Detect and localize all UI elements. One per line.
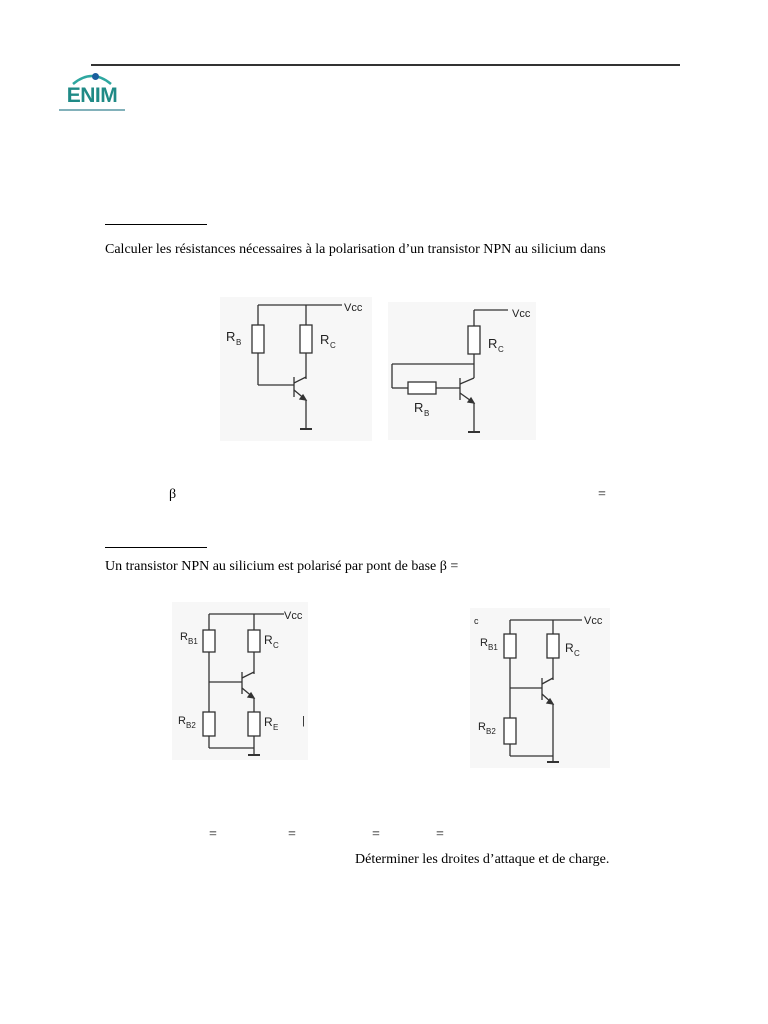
circuit-divider-emitter [172, 602, 308, 760]
rb1-label: R [480, 637, 488, 649]
beta-symbol: β [169, 487, 177, 502]
logo-dot-icon [92, 73, 99, 80]
re-label: R [264, 715, 273, 729]
rb1-label: R [180, 631, 188, 643]
logo-tagline-bar [59, 109, 125, 111]
rb2-sub-label: B2 [486, 727, 496, 736]
rb-label: R [226, 329, 236, 344]
rb1-sub-label: B1 [188, 637, 198, 646]
rc-sub-label: C [574, 649, 580, 658]
rc-label: R [264, 633, 273, 647]
circuit-fixed-bias [220, 297, 372, 441]
exercise2-text: Un transistor NPN au silicium est polarisé par pont de base β = [105, 559, 459, 574]
rc-sub-label: C [498, 345, 504, 354]
circuit-collector-feedback [388, 302, 536, 440]
rb2-label: R [178, 715, 186, 727]
exercise1-heading-rule [105, 224, 207, 225]
rb2-label: R [478, 721, 486, 733]
vcc-label: Vcc [344, 302, 363, 314]
vcc-label: Vcc [512, 308, 531, 320]
corner-label: c [474, 616, 479, 626]
equals-symbol: = [598, 487, 606, 502]
vcc-label: Vcc [584, 615, 603, 627]
rc-label: R [320, 332, 330, 347]
rc-sub-label: C [273, 641, 279, 650]
rb-sub-label: B [236, 338, 242, 347]
logo-text: ENIM [66, 84, 118, 107]
exercise2-question: Déterminer les droites d’attaque et de charge. [355, 852, 610, 867]
equals-symbol-3: = [372, 827, 380, 842]
equals-symbol-2: = [288, 827, 296, 842]
rb1-sub-label: B1 [488, 643, 498, 652]
exercise2-heading-rule [105, 547, 207, 548]
equals-symbol-1: = [209, 827, 217, 842]
enim-logo [59, 70, 125, 116]
vcc-label: Vcc [284, 610, 303, 622]
equals-symbol-4: = [436, 827, 444, 842]
re-sub-label: E [273, 723, 279, 732]
rc-label: R [565, 641, 574, 655]
header-rule [91, 64, 680, 66]
rb2-sub-label: B2 [186, 721, 196, 730]
circuit-divider-no-emitter [470, 608, 610, 768]
rb-sub-label: B [424, 409, 430, 418]
rc-sub-label: C [330, 341, 336, 350]
exercise1-text: Calculer les résistances nécessaires à la polarisation d’un transistor NPN au silicium dans [105, 242, 606, 257]
rc-label: R [488, 336, 498, 351]
rb-label: R [414, 400, 424, 415]
edge-mark: | [302, 715, 305, 727]
